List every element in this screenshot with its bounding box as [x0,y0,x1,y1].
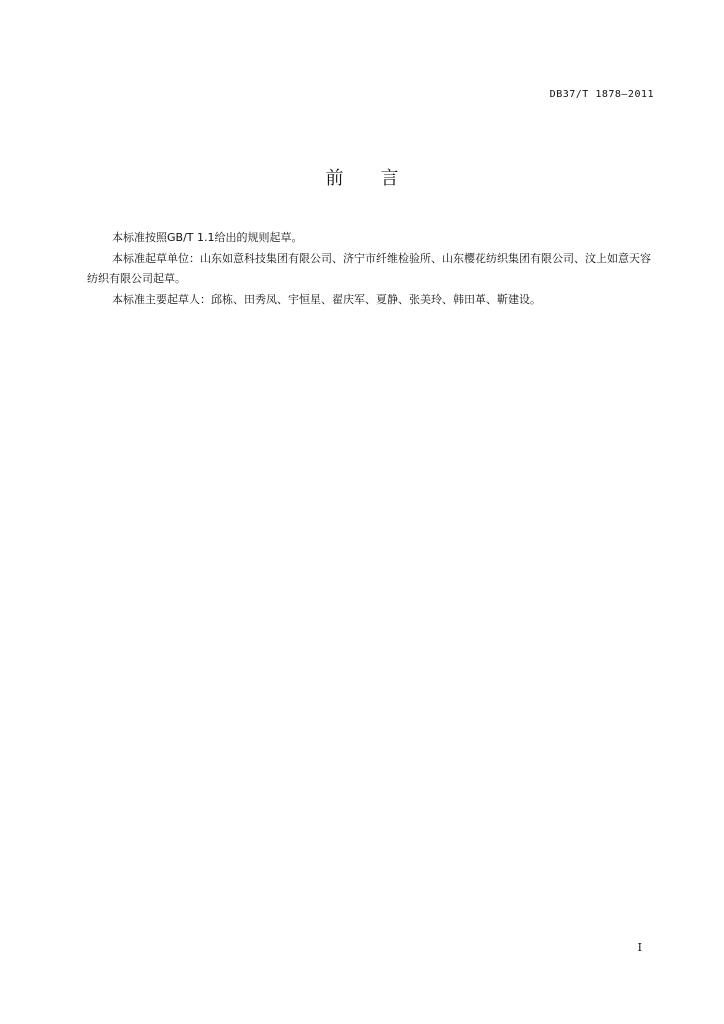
foreword-body [87,228,657,310]
page-number: I [637,941,642,954]
document-code: DB37/T 1878—2011 [549,89,654,100]
paragraph-drafting-units: 本标准起草单位：山东如意科技集团有限公司、济宁市纤维检验所、山东樱花纺织集团有限公司、汶上如意天容纺织有限公司起草。 [87,251,651,285]
paragraph-drafting-rules: 本标准按照GB/T 1.1给出的规则起草。 [112,231,303,244]
paragraph-main-drafters: 本标准主要起草人：邱栋、田秀凤、宇恒星、翟庆军、夏静、张美玲、韩田革、靳建设。 [112,292,541,306]
page-title: 前言 [325,168,436,189]
